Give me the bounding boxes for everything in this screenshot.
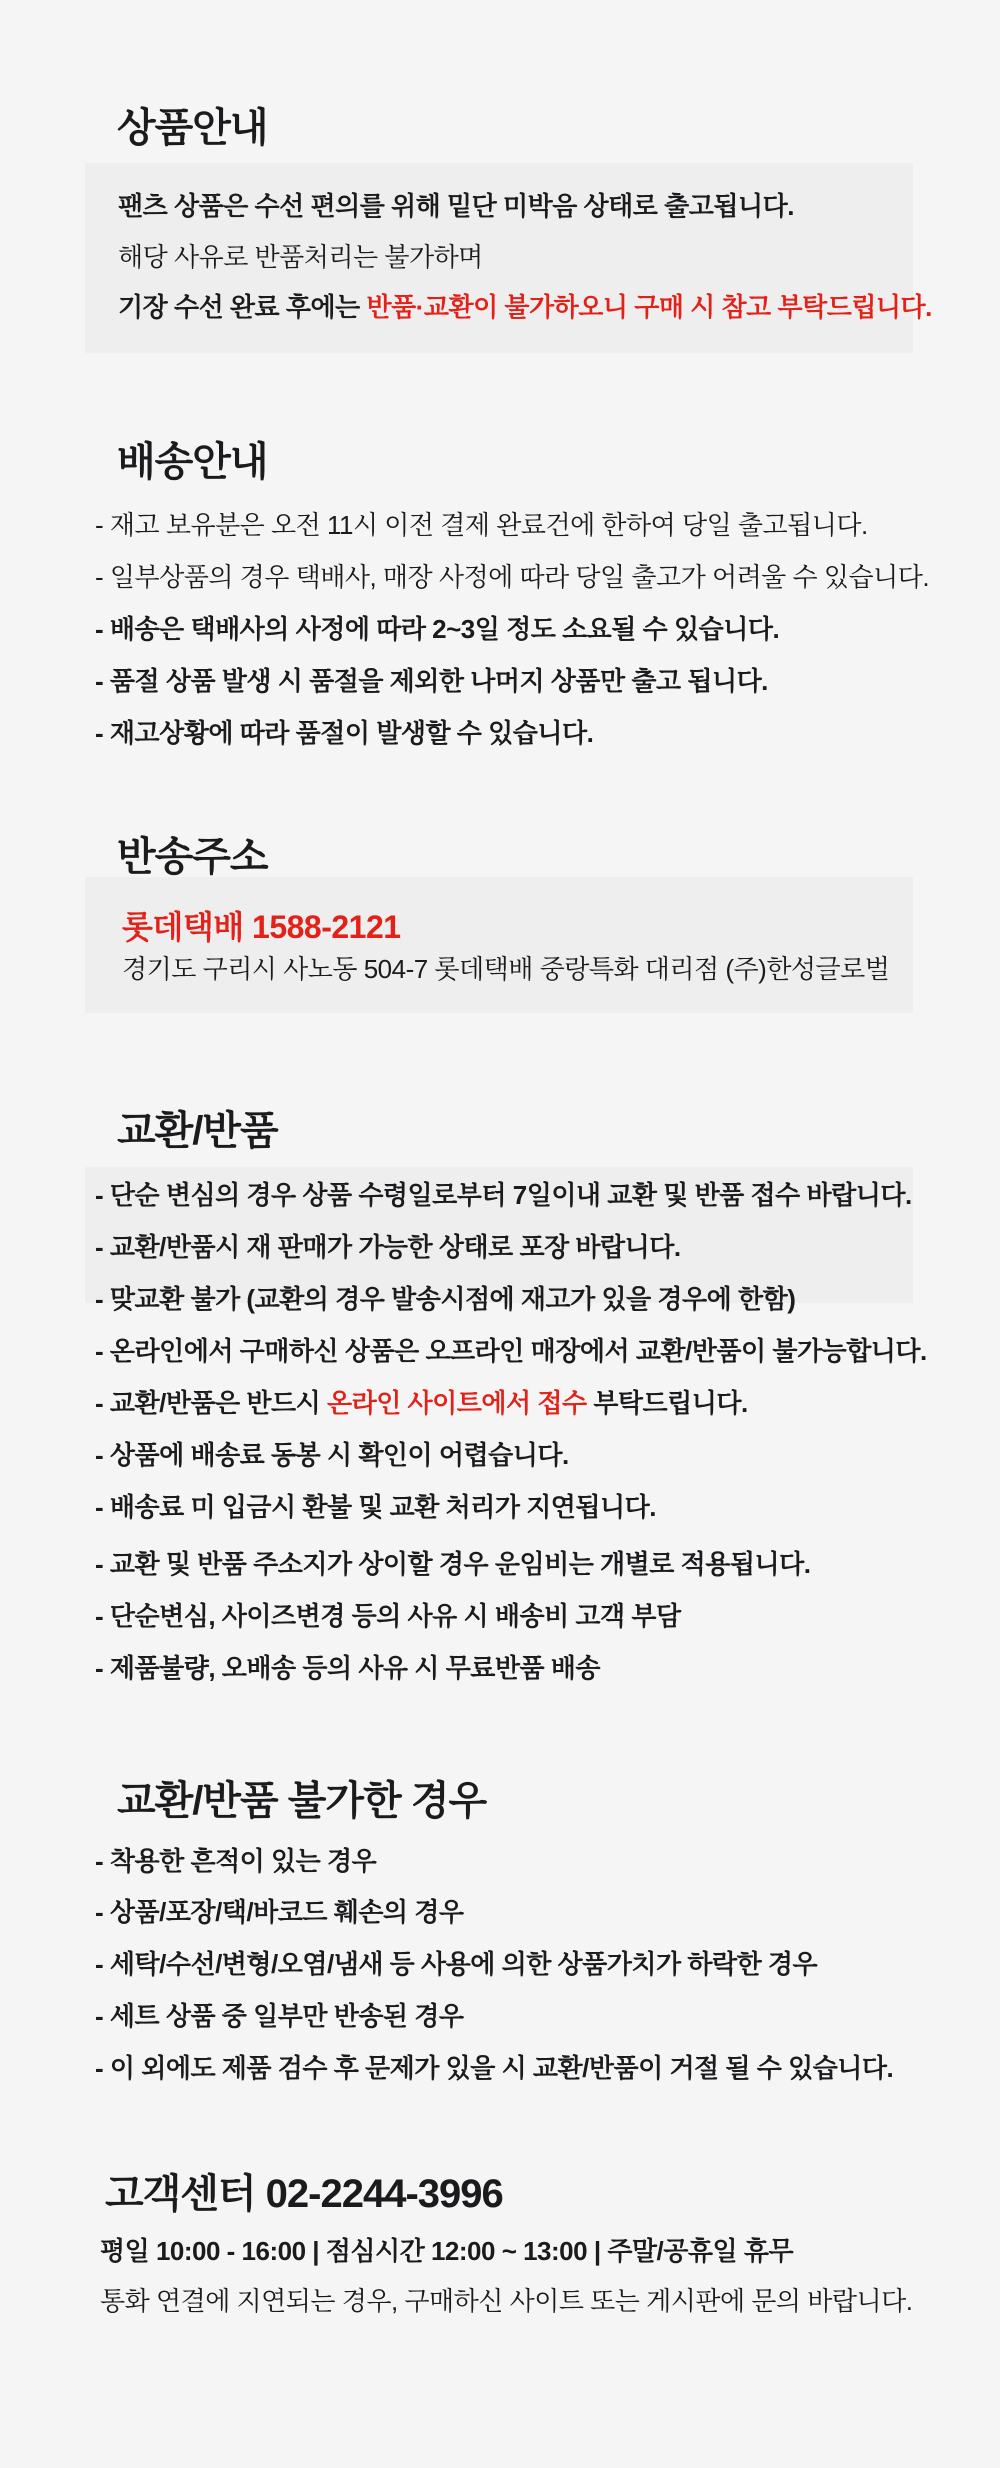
customer-center-note: 통화 연결에 지연되는 경우, 구매하신 사이트 또는 게시판에 문의 바랍니다. [100,2286,913,2316]
product-info-line-2: 해당 사유로 반품처리는 불가하며 [118,242,483,272]
section-title-exchange-return: 교환/반품 [117,1109,278,1153]
product-info-line-1: 팬츠 상품은 수선 편의를 위해 밑단 미박음 상태로 출고됩니다. [118,191,794,221]
exchange-return-item: - 교환 및 반품 주소지가 상이할 경우 운임비는 개별로 적용됩니다. [95,1549,811,1579]
return-address-text: 경기도 구리시 사노동 504-7 롯데택배 중랑특화 대리점 (주)한성글로벌 [122,954,890,984]
product-info-line-3-red: 반품·교환이 불가하오니 구매 시 참고 부탁드립니다. [366,292,932,322]
shipping-info-item: - 재고상황에 따라 품절이 발생할 수 있습니다. [95,718,594,748]
section-title-shipping-info: 배송안내 [117,440,268,484]
exchange-return-item: - 온라인에서 구매하신 상품은 오프라인 매장에서 교환/반품이 불가능합니다. [95,1336,927,1366]
exchange-return-item5-pre: - 교환/반품은 반드시 [95,1388,327,1418]
non-returnable-item: - 세트 상품 중 일부만 반송된 경우 [95,2001,464,2031]
non-returnable-item: - 상품/포장/택/바코드 훼손의 경우 [95,1897,464,1927]
exchange-return-item: - 배송료 미 입금시 환불 및 교환 처리가 지연됩니다. [95,1492,656,1522]
non-returnable-item: - 세탁/수선/변형/오염/냄새 등 사용에 의한 상품가치가 하락한 경우 [95,1949,818,1979]
section-title-return-address: 반송주소 [117,835,268,879]
customer-center-hours: 평일 10:00 - 16:00 | 점심시간 12:00 ~ 13:00 | 주말/공휴일 휴무 [100,2236,794,2266]
exchange-return-item: - 제품불량, 오배송 등의 사유 시 무료반품 배송 [95,1653,601,1683]
section-title-customer-center: 고객센터 02-2244-3996 [105,2172,503,2216]
section-title-product-info: 상품안내 [117,106,268,150]
shipping-info-item: - 일부상품의 경우 택배사, 매장 사정에 따라 당일 출고가 어려울 수 있습니다. [95,562,930,592]
shipping-info-item: - 재고 보유분은 오전 11시 이전 결제 완료건에 한하여 당일 출고됩니다. [95,510,868,540]
exchange-return-item: - 단순변심, 사이즈변경 등의 사유 시 배송비 고객 부담 [95,1601,681,1631]
exchange-return-item5-red: 온라인 사이트에서 접수 [326,1388,587,1418]
exchange-return-item: - 상품에 배송료 동봉 시 확인이 어렵습니다. [95,1440,569,1470]
return-address-courier: 롯데택배 1588-2121 [122,909,401,945]
product-info-line-3-black: 기장 수선 완료 후에는 [118,292,367,322]
section-title-non-returnable: 교환/반품 불가한 경우 [117,1779,487,1823]
exchange-return-item [95,1387,748,1420]
product-info-line-3 [118,291,932,324]
non-returnable-item: - 착용한 흔적이 있는 경우 [95,1846,377,1876]
non-returnable-item: - 이 외에도 제품 검수 후 문제가 있을 시 교환/반품이 거절 될 수 있습니다. [95,2053,894,2083]
exchange-return-item: - 맞교환 불가 (교환의 경우 발송시점에 재고가 있을 경우에 한함) [95,1284,796,1314]
exchange-return-item: - 단순 변심의 경우 상품 수령일로부터 7일이내 교환 및 반품 접수 바랍니다. [95,1180,912,1210]
exchange-return-item: - 교환/반품시 재 판매가 가능한 상태로 포장 바랍니다. [95,1232,681,1262]
shipping-info-item: - 배송은 택배사의 사정에 따라 2~3일 정도 소요될 수 있습니다. [95,614,780,644]
shipping-info-item: - 품절 상품 발생 시 품절을 제외한 나머지 상품만 출고 됩니다. [95,666,768,696]
exchange-return-item5-post: 부탁드립니다. [586,1388,748,1418]
